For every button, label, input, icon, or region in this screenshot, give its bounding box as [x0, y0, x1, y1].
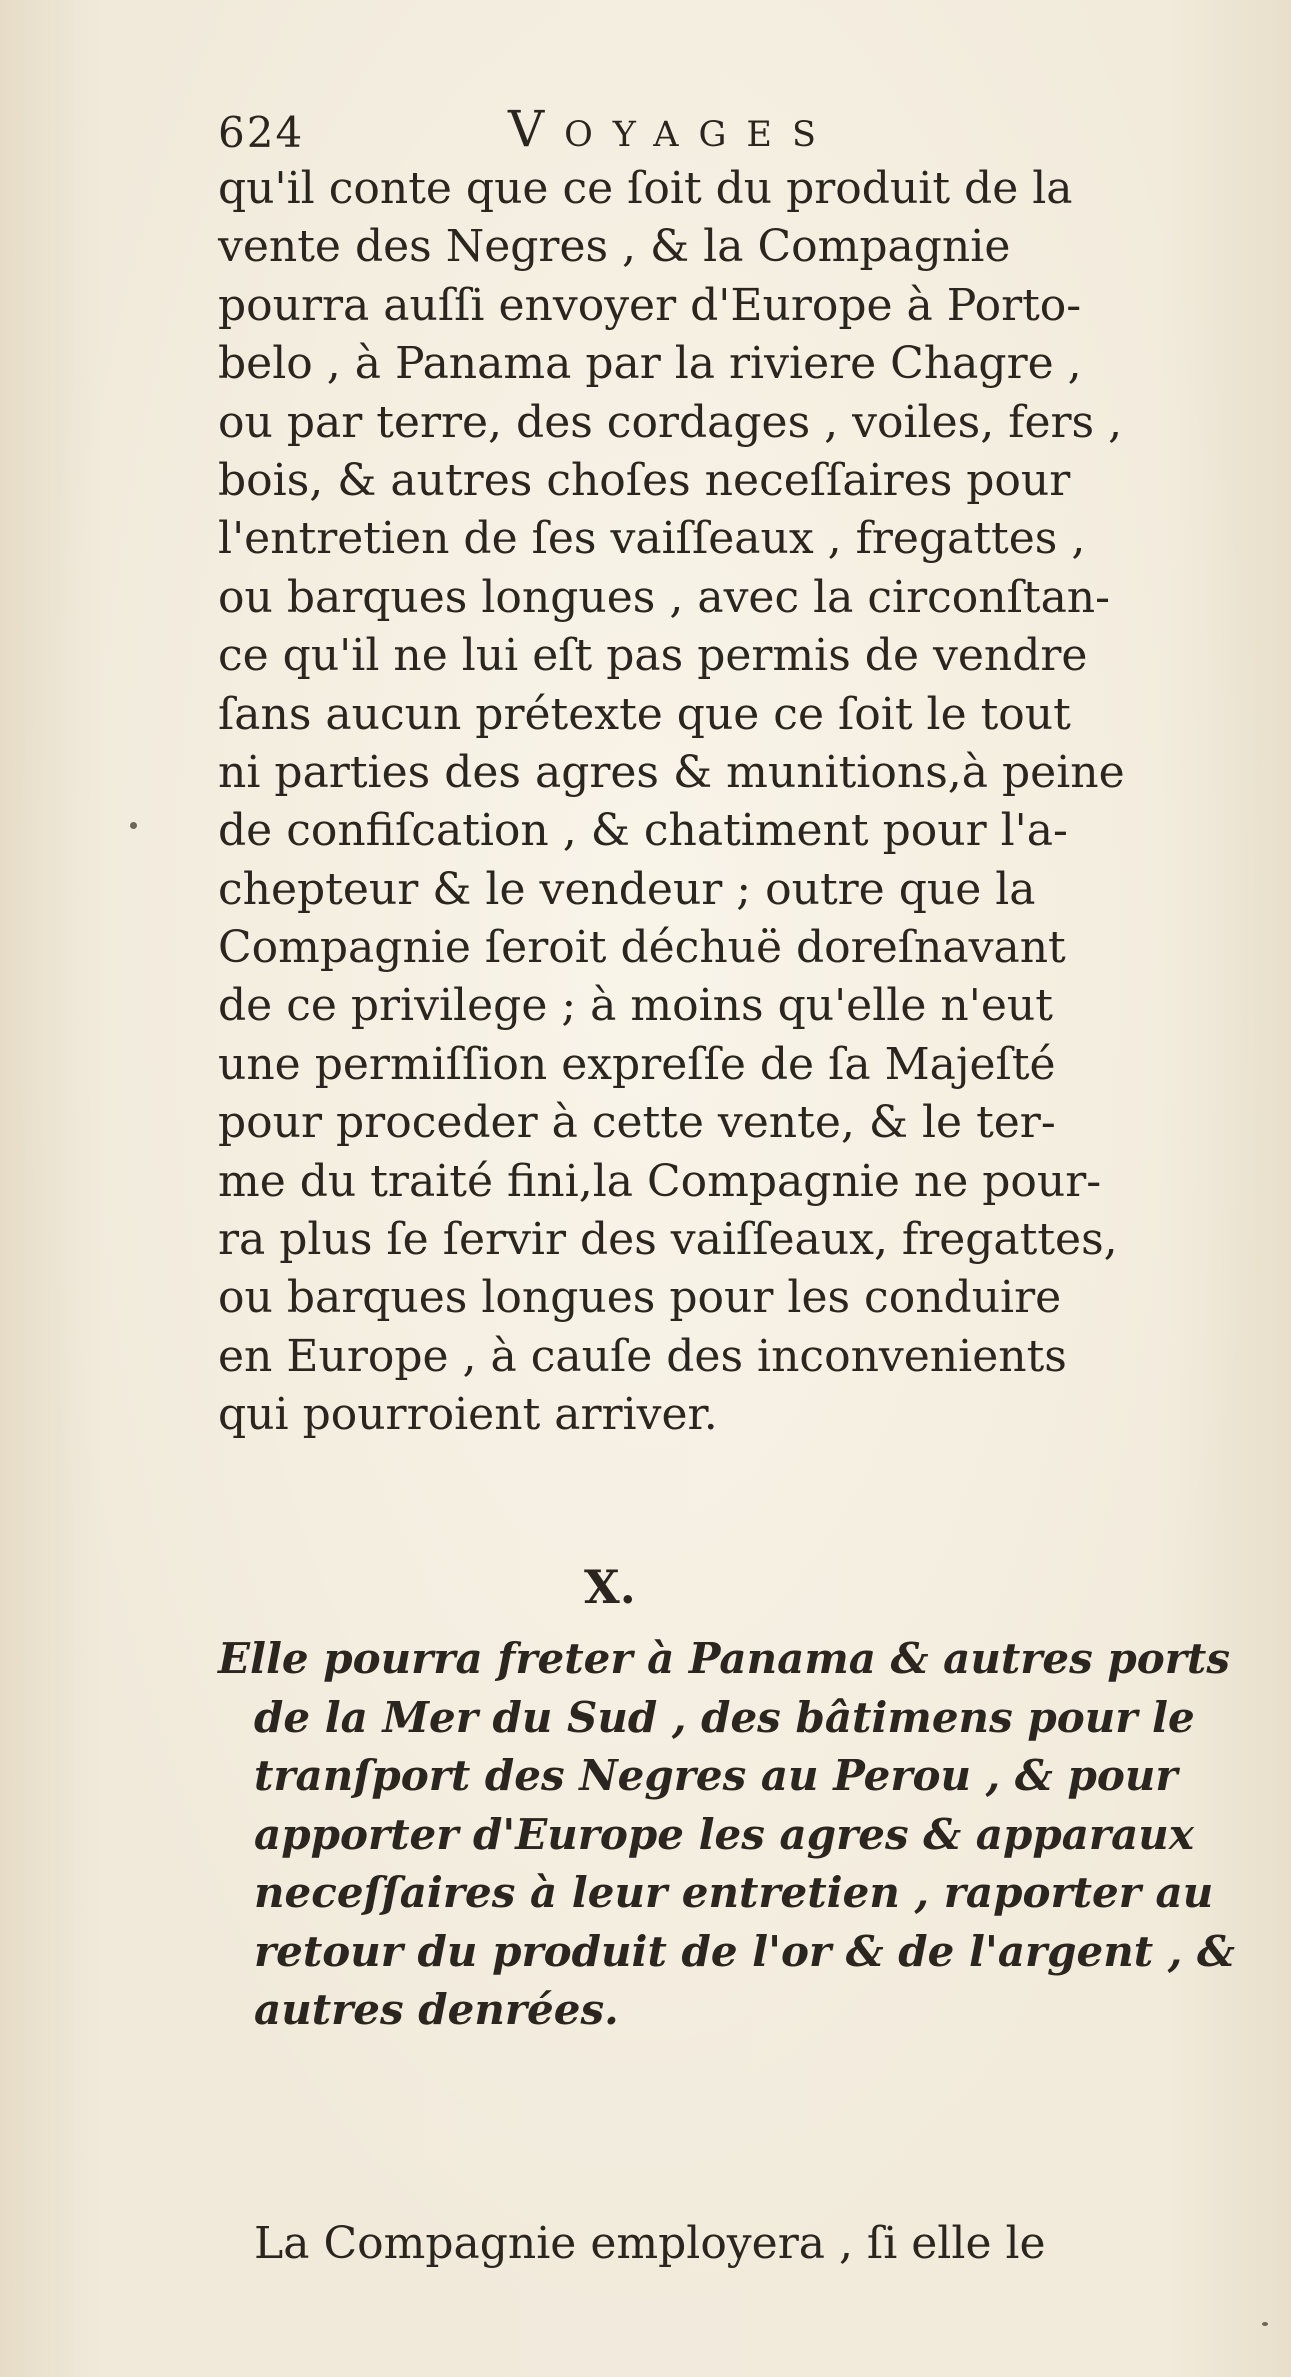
final-line: La Compagnie employera , ſi elle le [254, 2218, 1046, 2269]
text-line: qu'il conte que ce ſoit du produit de la [218, 163, 1073, 214]
text-line: belo , à Panama par la riviere Chagre , [218, 338, 1082, 390]
summary-line: retour du produit de l'or & de l'argent , & [254, 1926, 1235, 1976]
running-title: Voyages [508, 100, 836, 158]
text-line: l'entretien de ſes vaiſſeaux , fregattes , [218, 513, 1086, 565]
text-line: Compagnie ſeroit déchuë doreſnavant [218, 922, 1066, 974]
section-number: X. [584, 1560, 636, 1614]
text-line: chepteur & le vendeur ; outre que la [218, 863, 1036, 915]
text-line: ra plus ſe ſervir des vaiſſeaux, fregattes, [218, 1214, 1118, 1266]
text-line: vente des Negres , & la Compagnie [218, 221, 1011, 273]
text-line: de confiſcation , & chatiment pour l'a- [218, 805, 1068, 857]
summary-line: tranſport des Negres au Perou , & pour [254, 1751, 1178, 1800]
text-line: en Europe , à cauſe des inconvenients [218, 1330, 1067, 1382]
text-line: me du traité fini,la Compagnie ne pour- [218, 1155, 1102, 1207]
text-line: pourra auſſi envoyer d'Europe à Porto- [218, 279, 1082, 331]
summary-line: Elle pourra freter à Panama & autres ports [218, 1634, 1230, 1683]
text-line: qui pourroient arriver. [218, 1389, 718, 1441]
ink-speck [1262, 2322, 1268, 2326]
text-line: ou barques longues , avec la circonſtan- [218, 571, 1111, 623]
page-number: 624 [218, 108, 305, 157]
text-line: ce qu'il ne lui eſt pas permis de vendre [218, 630, 1088, 682]
text-line: ou barques longues pour les conduire [218, 1272, 1062, 1324]
summary-line: autres denrées. [254, 1985, 619, 2034]
text-line: ou par terre, des cordages , voiles, fers , [218, 396, 1123, 448]
text-line: pour proceder à cette vente, & le ter- [218, 1097, 1056, 1149]
ink-speck [130, 822, 137, 829]
text-line: bois, & autres choſes neceſſaires pour [218, 454, 1071, 506]
text-line: ſans aucun prétexte que ce ſoit le tout [218, 688, 1071, 740]
text-line: de ce privilege ; à moins qu'elle n'eut [218, 980, 1053, 1032]
summary-line: de la Mer du Sud , des bâtimens pour le [254, 1692, 1195, 1742]
text-line: ni parties des agres & munitions,à peine [218, 746, 1125, 798]
body-paragraph [218, 160, 1218, 1445]
section-summary [218, 1630, 1258, 2040]
text-line: une permiſſion expreſſe de ſa Majeſté [218, 1038, 1056, 1090]
summary-line: neceſſaires à leur entretien , raporter au [254, 1868, 1214, 1917]
summary-line: apporter d'Europe les agres & apparaux [254, 1809, 1194, 1859]
